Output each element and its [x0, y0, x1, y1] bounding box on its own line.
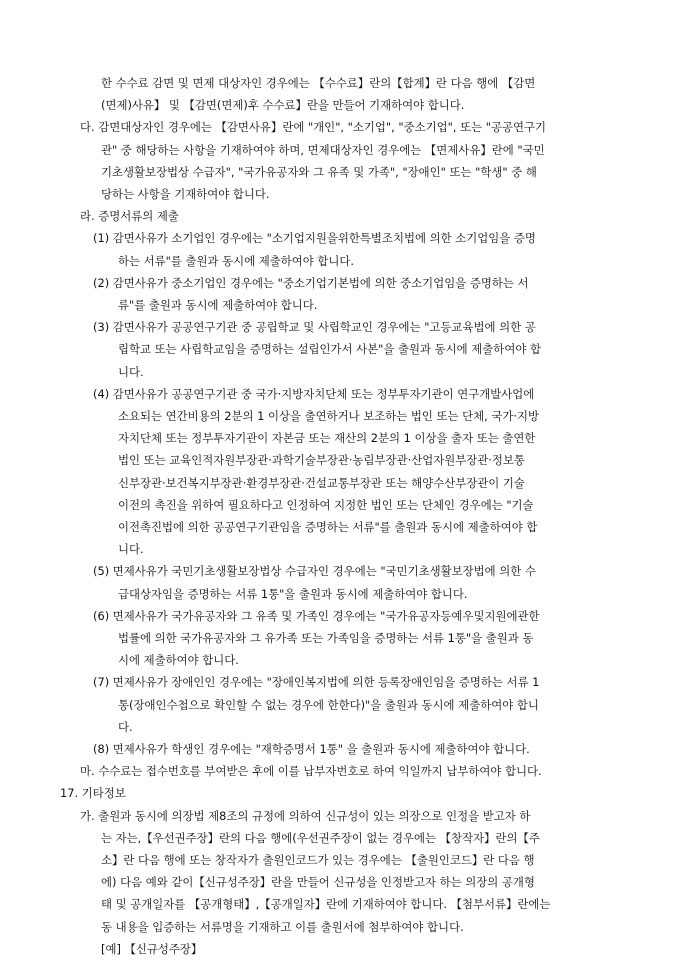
text-line: 립학교 또는 사립학교임을 증명하는 설립인가서 사본"을 출원과 동시에 제출하여야 합	[118, 342, 541, 357]
text-line: (3) 감면사유가 공공연구기관 중 공립학교 및 사립학교인 경우에는 "고등교육법에 의한 공	[93, 320, 536, 335]
text-line: 급대상자임을 증명하는 서류 1통"을 출원과 동시에 제출하여야 합니다.	[118, 586, 468, 601]
text-line: 에) 다음 예와 같이【신규성주장】란을 만들어 신규성을 인정받고자 하는 의장의 공개형	[101, 875, 535, 890]
text-line: 태 및 공개일자를 【공개형태】,【공개일자】란에 기재하여야 합니다. 【첨부서류】란에는	[101, 897, 551, 912]
text-line: 한 수수료 감면 및 면제 대상자인 경우에는 【수수료】란의【합계】란 다음 행에 【감면	[101, 76, 536, 90]
text-line: 소】란 다음 행에 또는 창작자가 출원인코드가 있는 경우에는 【출원인코드】란 다음 행	[101, 853, 535, 867]
text-line: 동 내용을 입증하는 서류명을 기재하고 이를 출원서에 첨부하여야 합니다.	[101, 919, 464, 934]
text-line: (2) 감면사유가 중소기업인 경우에는 "중소기업기본법에 의한 중소기업임을 증명하는 서	[93, 275, 529, 290]
text-line: 다. 감면대상자인 경우에는 【감면사유】란에 "개인", "소기업", "중소기업", 또는 "공공연구기	[80, 120, 547, 135]
section-heading: 17. 기타정보	[60, 786, 126, 801]
example-label: [예] 【신규성주장】	[101, 941, 203, 956]
text-line: (7) 면제사유가 장애인인 경우에는 "장애인복지법에 의한 등록장애인임을 증명하는 서류 1	[93, 675, 540, 690]
text-line: 하는 서류"를 출원과 동시에 제출하여야 합니다.	[118, 253, 355, 268]
text-line: 소요되는 연간비용의 2분의 1 이상을 출연하거나 보조하는 법인 또는 단체, 국가·지방	[118, 409, 540, 423]
text-line: 니다.	[118, 364, 144, 379]
text-line: (6) 면제사유가 국가유공자와 그 유족 및 가족인 경우에는 "국가유공자등예우및지원에관한	[93, 608, 540, 623]
text-line: 이전촉진법에 의한 공공연구기관임을 증명하는 서류"를 출원과 동시에 제출하여야 합	[118, 520, 538, 534]
text-line: 통(장애인수첩으로 확인할 수 없는 경우에 한한다)"을 출원과 동시에 제출하여야 합니	[118, 697, 539, 712]
text-line: 라. 증명서류의 제출	[80, 209, 179, 224]
text-line: 류"를 출원과 동시에 제출하여야 합니다.	[118, 298, 318, 312]
text-line: 다.	[118, 719, 133, 734]
text-line: 는 자는,【우선권주장】란의 다음 행에(우선권주장이 없는 경우에는 【창작자】란의【주	[101, 830, 540, 845]
text-line: 당하는 사항을 기재하여야 합니다.	[101, 187, 270, 201]
text-line: 이전의 촉진을 위하여 필요하다고 인정하여 지정한 법인 또는 단체인 경우에는 "기술	[118, 497, 534, 512]
text-line: 기초생활보장법상 수급자", "국가유공자와 그 유족 및 가족", "장애인" 또는 "학생" 중 해	[101, 164, 537, 179]
text-line: (5) 면제사유가 국민기초생활보장법상 수급자인 경우에는 "국민기초생활보장법에 의한 수	[93, 564, 536, 579]
text-line: 시에 제출하여야 합니다.	[118, 653, 239, 668]
text-line: 마. 수수료는 접수번호를 부여받은 후에 이를 납부자번호로 하여 익일까지 납부하여야 합니다.	[80, 764, 542, 779]
text-line: (면제)사유】 및 【감면(면제)후 수수료】란을 만들어 기재하여야 합니다.	[101, 98, 465, 113]
text-line: 신부장관·보건복지부장관·환경부장관·건설교통부장관 또는 해양수산부장관이 기술	[118, 475, 525, 490]
text-line: (1) 감면사유가 소기업인 경우에는 "소기업지원을위한특별조치법에 의한 소기업임을 증명	[93, 231, 536, 246]
text-line: (4) 감면사유가 공공연구기관 중 국가·지방자치단체 또는 정부투자기관이 연구개발사업에	[93, 386, 535, 401]
text-line: 법인 또는 교육인적자원부장관·과학기술부장관·농림부장관·산업자원부장관·정보통	[118, 453, 525, 468]
text-line: 법률에 의한 국가유공자와 그 유가족 또는 가족임을 증명하는 서류 1통"을 출원과 동	[118, 631, 534, 645]
text-line: 가. 출원과 동시에 의장법 제8조의 규정에 의하여 신규성이 있는 의장으로 인정을 받고자 하	[80, 808, 531, 823]
text-line: 니다.	[118, 542, 144, 557]
text-line: 관" 중 해당하는 사항을 기재하여야 하며, 면제대상자인 경우에는 【면제사유】란에 "국민	[101, 142, 545, 157]
text-line: 자치단체 또는 정부투자기관이 자본금 또는 재산의 2분의 1 이상을 출자 또는 출연한	[118, 431, 536, 446]
text-line: (8) 면제사유가 학생인 경우에는 "재학증명서 1통" 을 출원과 동시에 제출하여야 합니다.	[93, 742, 530, 756]
